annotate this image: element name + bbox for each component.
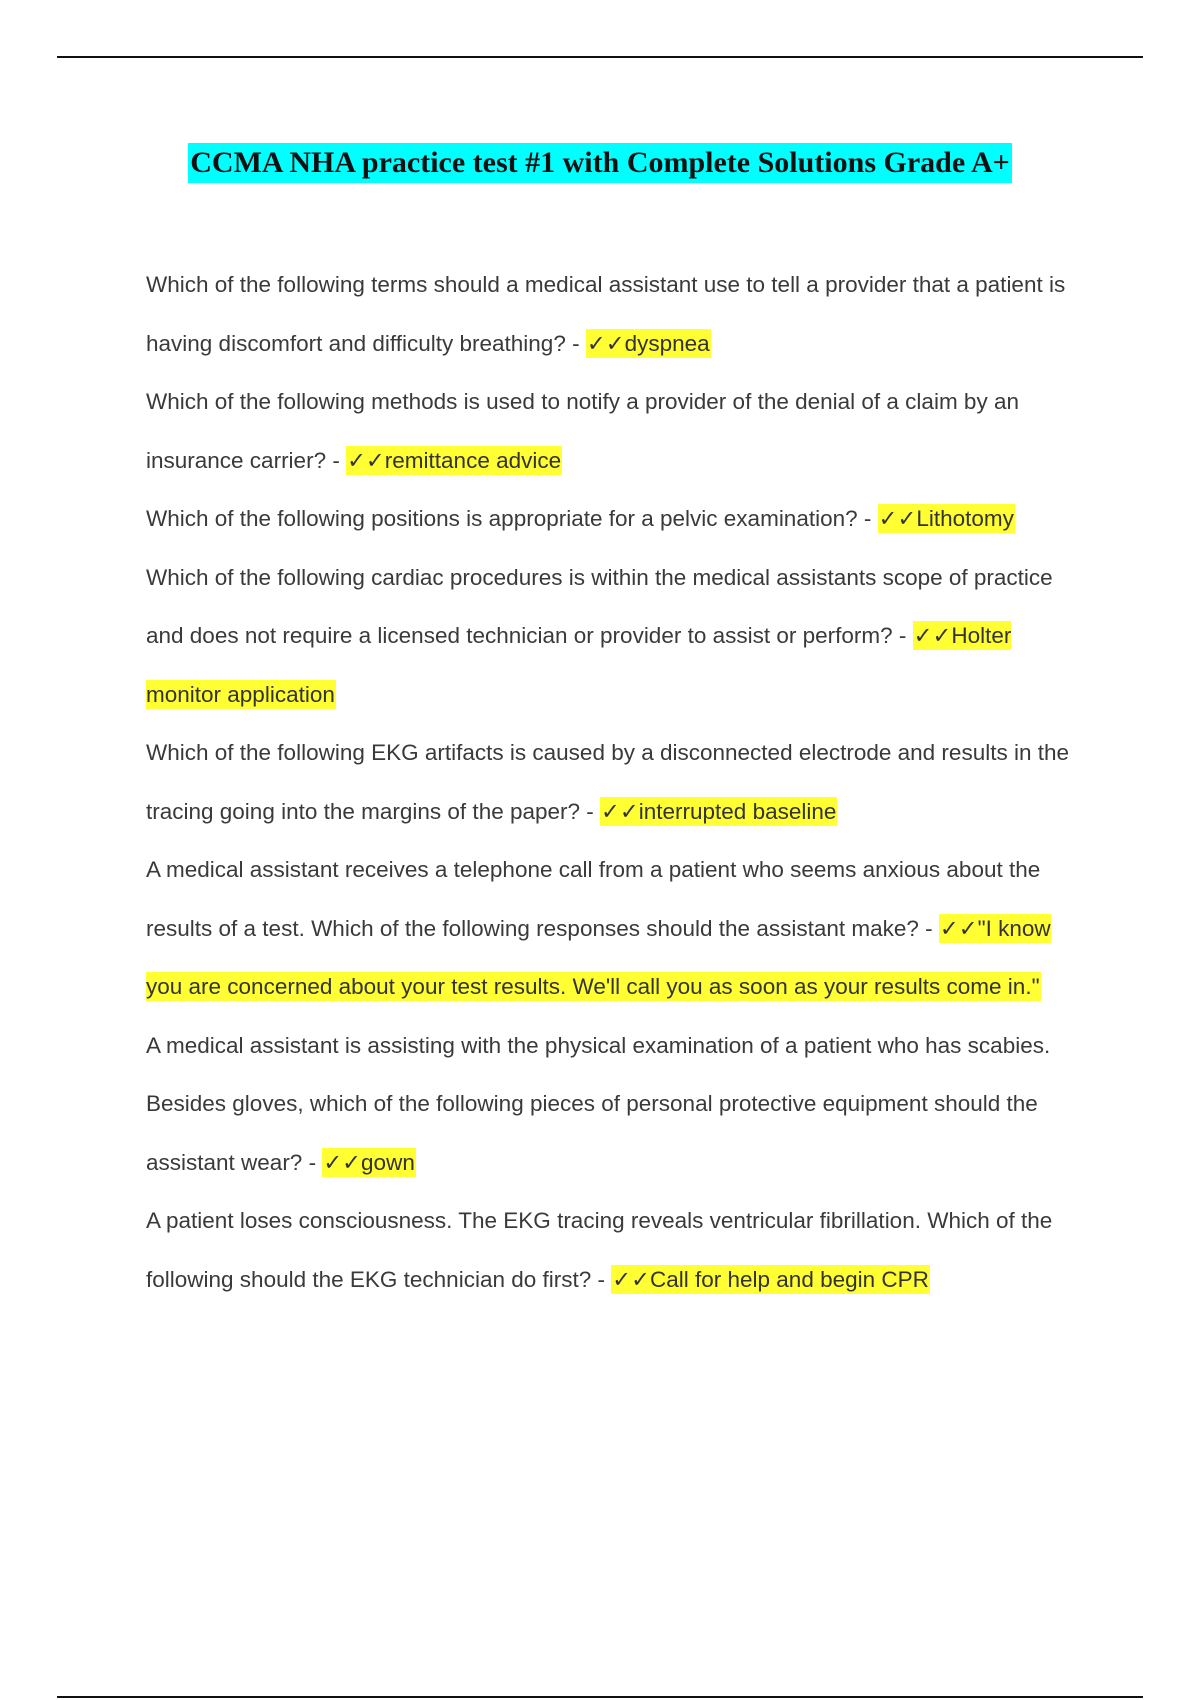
check-mark-icon: ✓✓ bbox=[612, 1266, 650, 1292]
separator: - bbox=[918, 915, 939, 941]
separator: - bbox=[892, 623, 913, 648]
question-text: Which of the following EKG artifacts is caused by a disconnected electrode and results in the tracing going into the margins of the paper? bbox=[146, 740, 1069, 824]
qa-item bbox=[146, 373, 1086, 490]
check-mark-icon: ✓✓ bbox=[323, 1149, 362, 1175]
check-mark-icon: ✓✓ bbox=[586, 330, 625, 356]
question-text: A patient loses consciousness. The EKG tracing reveals ventricular fibrillation. Which of the following should the EKG technician do first? bbox=[146, 1208, 1053, 1292]
top-rule bbox=[57, 56, 1143, 58]
answer-text: remittance advice bbox=[384, 447, 562, 473]
answer-highlight bbox=[586, 329, 711, 358]
question-text: A medical assistant receives a telephone call from a patient who seems anxious about the results of a test. Which of the following responses should the assistant make? bbox=[146, 857, 1041, 941]
qa-item bbox=[146, 256, 1086, 373]
answer-highlight bbox=[600, 797, 837, 826]
answer-text: Call for help and begin CPR bbox=[649, 1266, 929, 1292]
answer-text: Holter monitor application bbox=[146, 623, 1012, 707]
qa-item bbox=[146, 841, 1086, 1017]
check-mark-icon: ✓✓ bbox=[913, 623, 952, 648]
separator: - bbox=[580, 798, 601, 824]
answer-highlight bbox=[346, 446, 562, 475]
bottom-rule bbox=[57, 1696, 1143, 1698]
question-text: Which of the following methods is used to notify a provider of the denial of a claim by an insurance carrier? bbox=[146, 389, 1019, 473]
separator: - bbox=[326, 447, 347, 473]
answer-text: "I know you are concerned about your test results. We'll call you as soon as your results come in." bbox=[146, 915, 1051, 999]
check-mark-icon: ✓✓ bbox=[878, 506, 917, 531]
separator: - bbox=[302, 1149, 323, 1175]
check-mark-icon: ✓✓ bbox=[347, 447, 385, 473]
qa-item bbox=[146, 1017, 1086, 1193]
check-mark-icon: ✓✓ bbox=[601, 798, 639, 824]
qa-list bbox=[146, 256, 1086, 1309]
answer-text: dyspnea bbox=[624, 330, 710, 356]
separator: - bbox=[565, 330, 586, 356]
answer-text: gown bbox=[361, 1149, 415, 1175]
document-title: CCMA NHA practice test #1 with Complete Solutions Grade A+ bbox=[188, 143, 1012, 183]
answer-highlight bbox=[611, 1265, 930, 1294]
title-container bbox=[0, 143, 1200, 183]
qa-item bbox=[146, 1192, 1086, 1309]
question-text: Which of the following positions is appropriate for a pelvic examination? bbox=[146, 506, 858, 531]
answer-highlight bbox=[878, 504, 1015, 533]
separator: - bbox=[591, 1266, 612, 1292]
answer-highlight bbox=[322, 1148, 416, 1177]
qa-item bbox=[146, 490, 1086, 549]
question-text: A medical assistant is assisting with the physical examination of a patient who has scabies. Besides gloves, which of the following pieces of personal protective equipment should the assistant wear? bbox=[146, 1032, 1051, 1175]
qa-item bbox=[146, 724, 1086, 841]
question-text: Which of the following terms should a medical assistant use to tell a provider that a patient is having discomfort and difficulty breathing? bbox=[146, 272, 1066, 356]
qa-item bbox=[146, 549, 1086, 725]
check-mark-icon: ✓✓ bbox=[939, 915, 978, 941]
answer-text: Lithotomy bbox=[916, 506, 1014, 531]
separator: - bbox=[857, 506, 878, 531]
question-text: Which of the following cardiac procedures is within the medical assistants scope of practice and does not require a licensed technician or provider to assist or perform? bbox=[146, 564, 1053, 648]
answer-text: interrupted baseline bbox=[638, 798, 837, 824]
